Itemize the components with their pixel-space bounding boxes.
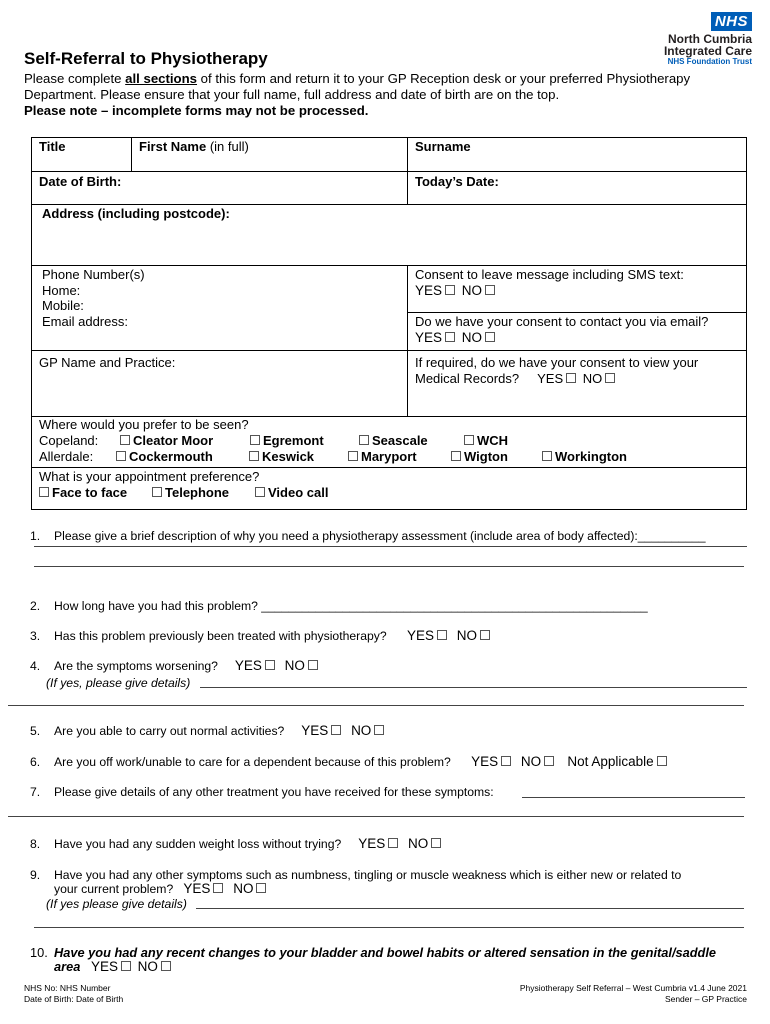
question-7: 7. Please give details of any other treatment you have received for these symptoms:: [30, 785, 494, 799]
org-name-line2: Integrated Care: [663, 44, 752, 58]
question-5: 5. Are you able to carry out normal activities? YES NO: [30, 724, 387, 738]
question-3: 3. Has this problem previously been treated with physiotherapy? YES NO: [30, 629, 493, 643]
medical-records-consent: If required, do we have your consent to view your Medical Records? YES NO: [415, 355, 699, 386]
cleator-moor-checkbox[interactable]: [120, 435, 130, 445]
consent-email: Do we have your consent to contact you via email? YES NO: [415, 314, 709, 345]
footer-nhs-no: NHS No: NHS Number: [24, 983, 111, 993]
q6-yes-checkbox[interactable]: [501, 756, 511, 766]
q9-yes-checkbox[interactable]: [213, 883, 223, 893]
location-preference: Where would you prefer to be seen?: [39, 417, 249, 432]
maryport-checkbox[interactable]: [348, 451, 358, 461]
q10-yes-checkbox[interactable]: [121, 961, 131, 971]
q5-yes-checkbox[interactable]: [331, 725, 341, 735]
first-name-field[interactable]: First Name (in full): [139, 139, 249, 154]
org-name-line1: North Cumbria: [668, 32, 752, 46]
all-sections-emphasis: all sections: [125, 71, 198, 86]
nhs-logo: [612, 12, 752, 66]
q9-no-checkbox[interactable]: [256, 883, 266, 893]
mobile-label: Mobile:: [42, 298, 84, 313]
address-field[interactable]: Address (including postcode):: [42, 206, 230, 221]
seascale-checkbox[interactable]: [359, 435, 369, 445]
dob-field[interactable]: Date of Birth:: [39, 174, 122, 189]
q9-details-label: (If yes please give details): [46, 897, 187, 911]
copeland-row: Copeland:: [39, 433, 99, 448]
q3-yes-checkbox[interactable]: [437, 630, 447, 640]
page-title: Self-Referral to Physiotherapy: [24, 49, 268, 68]
consent-msg-yes-checkbox[interactable]: [445, 285, 455, 295]
records-no-checkbox[interactable]: [605, 373, 615, 383]
surname-field[interactable]: Surname: [415, 139, 471, 154]
records-yes-checkbox[interactable]: [566, 373, 576, 383]
question-8: 8. Have you had any sudden weight loss without trying? YES NO: [30, 837, 444, 851]
title-field[interactable]: Title: [39, 139, 66, 154]
keswick-checkbox[interactable]: [249, 451, 259, 461]
q4-details-label: (If yes, please give details): [46, 676, 191, 690]
q6-no-checkbox[interactable]: [544, 756, 554, 766]
q4-yes-checkbox[interactable]: [265, 660, 275, 670]
egremont-checkbox[interactable]: [250, 435, 260, 445]
appointment-preference: What is your appointment preference?: [39, 469, 260, 484]
footer-version: Physiotherapy Self Referral – West Cumbria v1.4 June 2021: [519, 983, 747, 993]
telephone-checkbox[interactable]: [152, 487, 162, 497]
incomplete-note: Please note – incomplete forms may not be processed.: [24, 103, 369, 118]
trust-name: NHS Foundation Trust: [667, 57, 752, 66]
home-phone-label: Home:: [42, 282, 81, 298]
q7-answer-line-1[interactable]: [522, 797, 745, 798]
question-1: 1. Please give a brief description of why you need a physiotherapy assessment (include area of body affected):__________: [30, 529, 706, 543]
face-to-face-checkbox[interactable]: [39, 487, 49, 497]
footer-left: [24, 983, 123, 1005]
wigton-checkbox[interactable]: [451, 451, 461, 461]
consent-email-no-checkbox[interactable]: [485, 332, 495, 342]
allerdale-row: Allerdale:: [39, 449, 94, 464]
email-label: Email address:: [42, 313, 128, 329]
intro-text: Please complete all sections of this form and return it to your GP Reception desk or your preferred Physiotherapy Department. Please ensure that your full name, full address and date of birth are on the top. Please note – incomplete forms may not be processed.: [24, 71, 691, 118]
todays-date-field[interactable]: Today’s Date:: [415, 174, 499, 189]
phone-numbers[interactable]: Phone Number(s) Home: Mobile: Email address:: [42, 267, 145, 329]
q4-answer-line-1[interactable]: [200, 687, 747, 688]
footer-sender: Sender – GP Practice: [664, 994, 747, 1004]
q6-na-checkbox[interactable]: [657, 756, 667, 766]
q1-answer-line-1[interactable]: [34, 546, 747, 547]
q4-answer-line-2[interactable]: [8, 705, 744, 706]
question-2: 2. How long have you had this problem? _________________________________________________________: [30, 599, 648, 613]
q3-no-checkbox[interactable]: [480, 630, 490, 640]
consent-message: Consent to leave message including SMS text: YES NO: [415, 267, 684, 298]
q9-answer-line-1[interactable]: [196, 908, 744, 909]
video-call-checkbox[interactable]: [255, 487, 265, 497]
q5-no-checkbox[interactable]: [374, 725, 384, 735]
question-10: 10. Have you had any recent changes to your bladder and bowel habits or altered sensation in the genital/saddle: [30, 945, 717, 960]
gp-practice-field[interactable]: GP Name and Practice:: [39, 355, 176, 370]
q9-answer-line-2[interactable]: [34, 927, 744, 928]
footer-right: [520, 983, 747, 1005]
nhs-badge: NHS: [711, 12, 752, 31]
consent-msg-no-checkbox[interactable]: [485, 285, 495, 295]
question-4: 4. Are the symptoms worsening? YES NO: [30, 659, 321, 673]
q4-no-checkbox[interactable]: [308, 660, 318, 670]
question-6: 6. Are you off work/unable to care for a dependent because of this problem? YES NO Not Applicable: [30, 755, 670, 769]
q1-answer-line-2[interactable]: [34, 566, 744, 567]
cockermouth-checkbox[interactable]: [116, 451, 126, 461]
q10-no-checkbox[interactable]: [161, 961, 171, 971]
q8-yes-checkbox[interactable]: [388, 838, 398, 848]
workington-checkbox[interactable]: [542, 451, 552, 461]
wch-checkbox[interactable]: [464, 435, 474, 445]
q8-no-checkbox[interactable]: [431, 838, 441, 848]
consent-email-yes-checkbox[interactable]: [445, 332, 455, 342]
footer-dob: Date of Birth: Date of Birth: [24, 994, 124, 1004]
question-9: 9. Have you had any other symptoms such as numbness, tingling or muscle weakness which is either new or related to: [30, 868, 682, 882]
q7-answer-line-2[interactable]: [8, 816, 744, 817]
